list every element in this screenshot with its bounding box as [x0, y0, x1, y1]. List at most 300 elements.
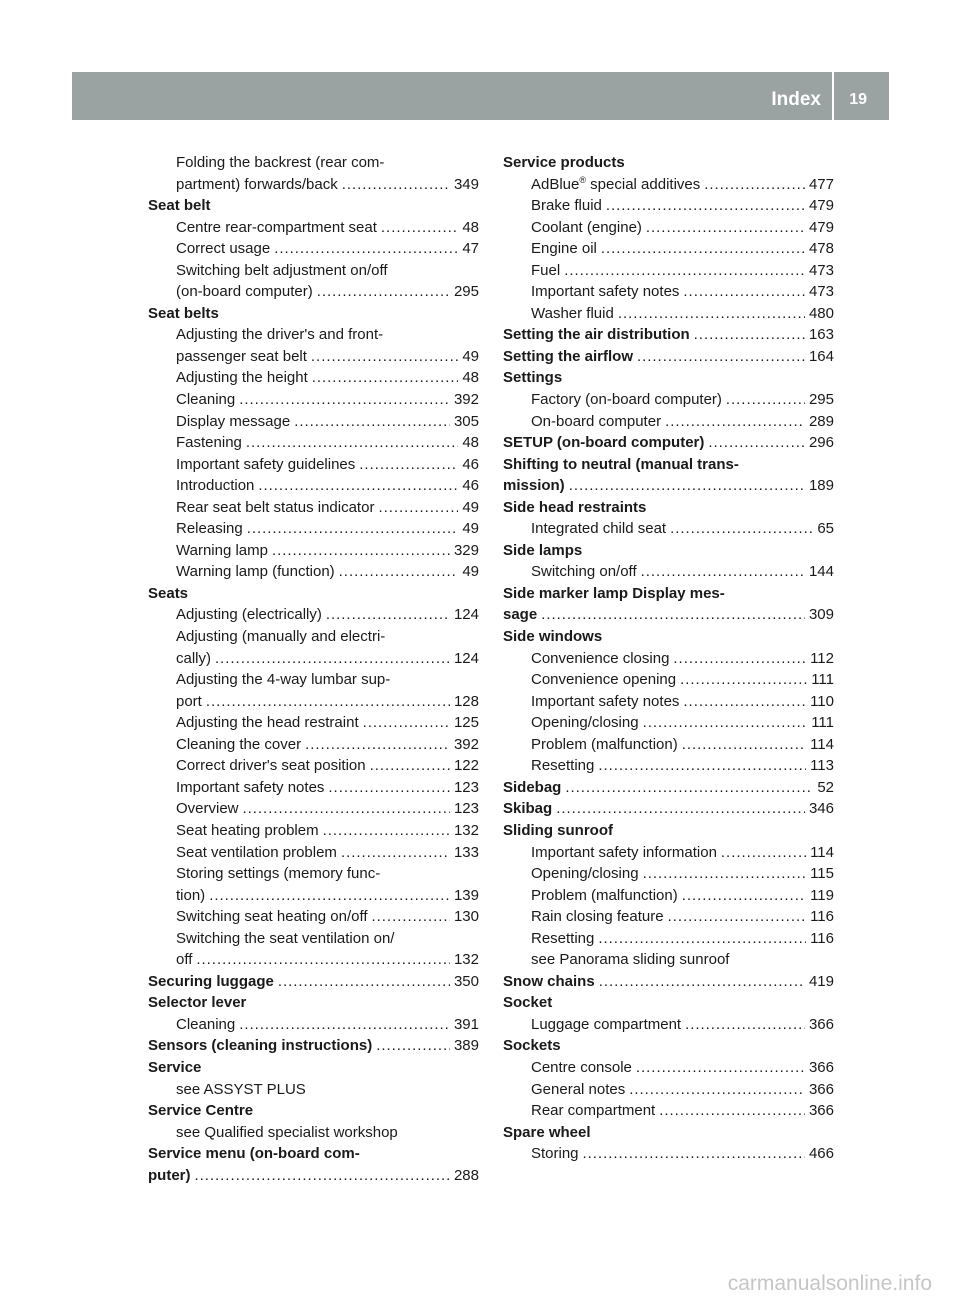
index-entry-text: Spare wheel: [503, 1123, 591, 1141]
index-entry-label: [176, 475, 254, 497]
index-page-ref: 139: [453, 886, 479, 904]
index-page-ref: 305: [453, 412, 479, 430]
index-entry-text: Switching seat heating on/off: [176, 908, 368, 926]
dot-leader: [673, 648, 806, 670]
index-entry-text: Resetting: [531, 757, 595, 775]
dot-leader: [665, 411, 805, 433]
dot-leader: [641, 561, 805, 583]
dot-leader: [381, 217, 458, 239]
index-entry-label: [531, 389, 722, 411]
index-entry: [148, 1143, 479, 1165]
index-entry: [503, 1035, 834, 1057]
index-entry: [148, 906, 479, 928]
index-entry: [503, 389, 834, 411]
dot-leader: [274, 238, 458, 260]
index-entry-label: [503, 152, 625, 174]
index-entry-text: Sliding sunroof: [503, 821, 613, 839]
index-entry-text: Storing: [531, 1145, 579, 1163]
dot-leader: [694, 324, 805, 346]
index-entry-label: [148, 1035, 372, 1057]
index-entry-text: Resetting: [531, 929, 595, 947]
dot-leader: [317, 281, 450, 303]
index-page-ref: 111: [811, 671, 834, 689]
index-entry: [148, 971, 479, 993]
index-entry-label: [176, 411, 290, 433]
dot-leader: [209, 885, 450, 907]
dot-leader: [376, 1035, 450, 1057]
index-entry-text: Opening/closing: [531, 865, 639, 883]
index-entry-text: Rear compartment: [531, 1102, 656, 1120]
dot-leader: [643, 712, 808, 734]
index-entry: [503, 303, 834, 325]
index-entry-text: Brake fluid: [531, 197, 602, 215]
index-page-ref: 122: [453, 757, 479, 775]
index-entry: [503, 561, 834, 583]
index-entry-label: [531, 1079, 625, 1101]
index-entry: [503, 885, 834, 907]
index-entry-label: [176, 217, 377, 239]
index-page-ref: 115: [810, 865, 834, 883]
index-entry-text: SETUP (on-board computer): [503, 434, 705, 452]
index-entry: [503, 648, 834, 670]
index-entry-label: [176, 712, 359, 734]
index-entry-label: [503, 454, 739, 476]
index-entry-label: [176, 454, 355, 476]
index-column-left: [148, 152, 479, 1186]
dot-leader: [708, 432, 805, 454]
index-entry-text: Important safety notes: [531, 283, 680, 301]
index-entry-label: [503, 777, 561, 799]
index-entry-text: Introduction: [176, 477, 255, 495]
index-entry-text: Important safety information: [531, 843, 717, 861]
index-entry-text: (on-board computer): [176, 283, 313, 301]
index-page-ref: 473: [808, 283, 834, 301]
index-entry-label: [503, 475, 565, 497]
index-entry-label: [176, 389, 235, 411]
index-entry-label: [531, 669, 676, 691]
index-entry-text: Socket: [503, 994, 553, 1012]
index-entry: [148, 152, 479, 174]
index-entry-label: [531, 1100, 655, 1122]
index-entry: [503, 734, 834, 756]
dot-leader: [637, 346, 805, 368]
index-entry: [148, 992, 479, 1014]
index-page-ref: 114: [810, 735, 834, 753]
index-entry: [148, 561, 479, 583]
dot-leader: [668, 906, 807, 928]
dot-leader: [278, 971, 450, 993]
index-entry-text: Centre rear-compartment seat: [176, 218, 377, 236]
index-entry: [503, 863, 834, 885]
dot-leader: [206, 691, 450, 713]
dot-leader: [682, 885, 806, 907]
dot-leader: [599, 971, 805, 993]
index-entry-label: [531, 755, 594, 777]
index-entry-label: [503, 992, 552, 1014]
index-entry-text: Integrated child seat: [531, 520, 667, 538]
index-entry-label: [531, 734, 678, 756]
index-entry-label: [531, 691, 679, 713]
index-entry: [503, 691, 834, 713]
dot-leader: [342, 174, 450, 196]
index-entry-text: Cleaning the cover: [176, 735, 302, 753]
index-entry: [503, 626, 834, 648]
index-entry: [503, 798, 834, 820]
index-entry-text: Sidebag: [503, 778, 562, 796]
index-entry: [503, 1143, 834, 1165]
index-entry-label: [531, 906, 664, 928]
index-entry-text: sage: [503, 606, 538, 624]
dot-leader: [378, 497, 458, 519]
index-entry-text: mission): [503, 477, 565, 495]
index-entry-text: Factory (on-board computer): [531, 391, 722, 409]
index-entry-text: Releasing: [176, 520, 243, 538]
index-entry: [503, 583, 834, 605]
index-page-ref: 329: [453, 541, 479, 559]
index-entry-text: Rear seat belt status indicator: [176, 498, 375, 516]
index-entry-label: [148, 1165, 191, 1187]
index-entry-text: Sensors (cleaning instructions): [148, 1037, 373, 1055]
index-entry: [503, 669, 834, 691]
index-page-ref: 144: [808, 563, 834, 581]
index-entry: [503, 324, 834, 346]
dot-leader: [682, 734, 806, 756]
index-entry-label: [176, 949, 192, 971]
index-entry-label: [176, 734, 301, 756]
index-page-ref: 114: [810, 843, 834, 861]
index-entry-label: [176, 842, 337, 864]
dot-leader: [363, 712, 450, 734]
index-entry: [148, 1079, 479, 1101]
index-entry: [503, 712, 834, 734]
header-bar: [72, 72, 889, 120]
index-entry: [148, 324, 479, 346]
index-entry-label: [176, 367, 308, 389]
dot-leader: [659, 1100, 805, 1122]
index-entry-label: [176, 540, 268, 562]
index-entry: [503, 454, 834, 476]
index-entry: [148, 777, 479, 799]
index-entry: [148, 475, 479, 497]
index-entry: [503, 260, 834, 282]
dot-leader: [243, 798, 450, 820]
index-entry: [148, 518, 479, 540]
index-entry-label: [503, 583, 725, 605]
index-entry-text: Settings: [503, 369, 563, 387]
index-entry-text: Seats: [148, 584, 189, 602]
registered-mark: ®: [579, 174, 587, 185]
index-page-ref: 473: [808, 261, 834, 279]
dot-leader: [311, 346, 458, 368]
index-entry-text: Service: [148, 1058, 202, 1076]
index-entry: [148, 303, 479, 325]
index-page-ref: 128: [453, 692, 479, 710]
index-entry-label: [176, 648, 211, 670]
index-entry-label: [176, 324, 383, 346]
index-page-ref: 130: [453, 908, 479, 926]
index-page-ref: 48: [462, 218, 479, 236]
index-entry-label: [531, 411, 661, 433]
index-entry-text: Seat belts: [148, 304, 219, 322]
index-entry-text: Opening/closing: [531, 714, 639, 732]
index-page-ref: 116: [810, 929, 834, 947]
page-number: 19: [849, 91, 867, 108]
dot-leader: [195, 1165, 450, 1187]
index-entry-label: [531, 238, 597, 260]
index-page-ref: 392: [453, 391, 479, 409]
index-entry: [148, 1057, 479, 1079]
index-entry-text: Correct driver's seat position: [176, 757, 366, 775]
index-entry: [503, 1100, 834, 1122]
dot-leader: [541, 604, 805, 626]
index-page-ref: 479: [808, 197, 834, 215]
index-entry-text: Adjusting the driver's and front-: [176, 326, 384, 344]
index-entry-label: [531, 712, 639, 734]
index-entry-label: [148, 971, 274, 993]
index-entry: [503, 971, 834, 993]
index-entry-text: Setting the airflow: [503, 347, 634, 365]
dot-leader: [239, 389, 450, 411]
index-entry-text: Washer fluid: [531, 304, 614, 322]
index-entry-label: [531, 195, 602, 217]
index-entry: [148, 389, 479, 411]
dot-leader: [328, 777, 450, 799]
index-entry: [148, 260, 479, 282]
index-entry-text: Service products: [503, 154, 625, 171]
index-entry-label: [531, 928, 594, 950]
dot-leader: [370, 755, 450, 777]
index-entry-text: passenger seat belt: [176, 347, 307, 365]
index-entry-text: Side windows: [503, 628, 603, 646]
index-entry-label: [503, 626, 602, 648]
index-page-ref: 49: [462, 563, 479, 581]
index-entry-label: [531, 863, 639, 885]
index-page-ref: 46: [462, 455, 479, 473]
index-page-ref: 47: [462, 240, 479, 258]
index-page-ref: 295: [453, 283, 479, 301]
index-entry: [148, 712, 479, 734]
index-entry: [503, 949, 834, 971]
index-entry-label: [503, 497, 646, 519]
index-entry: [503, 497, 834, 519]
index-page-ref: 164: [808, 347, 834, 365]
index-entry-text-cont: special additives: [586, 175, 701, 193]
index-page-ref: 189: [808, 477, 834, 495]
index-page-ref: 49: [462, 520, 479, 538]
index-entry-label: [503, 540, 582, 562]
index-entry: [148, 669, 479, 691]
index-entry-text: Seat ventilation problem: [176, 843, 337, 861]
index-entry-text: cally): [176, 649, 212, 667]
index-entry-text: Important safety guidelines: [176, 455, 356, 473]
index-entry-text: puter): [148, 1166, 191, 1184]
index-entry: [503, 152, 834, 174]
dot-leader: [246, 432, 458, 454]
index-entry: [503, 928, 834, 950]
watermark: carmanualsonline.info: [727, 1272, 932, 1295]
index-entry: [148, 798, 479, 820]
index-entry: [148, 432, 479, 454]
index-entry: [148, 755, 479, 777]
dot-leader: [556, 798, 805, 820]
dot-leader: [196, 949, 450, 971]
index-entry-label: [176, 1014, 235, 1036]
index-entry: [503, 842, 834, 864]
index-entry-label: [148, 1143, 360, 1165]
index-entry-label: [148, 1100, 253, 1122]
index-entry-text: port: [176, 692, 202, 710]
dot-leader: [564, 260, 805, 282]
dot-leader: [583, 1143, 805, 1165]
index-entry-text: Securing luggage: [148, 972, 274, 990]
index-entry: [148, 1100, 479, 1122]
index-entry: [148, 842, 479, 864]
index-entry-label: [176, 152, 384, 174]
index-entry-label: [176, 798, 239, 820]
index-entry: [148, 820, 479, 842]
index-entry-label: [531, 949, 729, 971]
index-entry: [503, 367, 834, 389]
index-entry: [503, 432, 834, 454]
dot-leader: [569, 475, 805, 497]
index-entry-text: Adjusting the height: [176, 369, 308, 387]
index-page-ref: 389: [453, 1037, 479, 1055]
index-page-ref: 349: [453, 175, 479, 193]
index-page-ref: 163: [808, 326, 834, 344]
dot-leader: [339, 561, 459, 583]
index-entry: [503, 540, 834, 562]
index-page-ref: 111: [811, 714, 834, 732]
index-page-ref: 478: [808, 240, 834, 258]
index-entry-label: [531, 1057, 632, 1079]
index-entry-text: see ASSYST PLUS: [176, 1080, 306, 1098]
index-entry: [503, 755, 834, 777]
index-entry-label: [531, 303, 614, 325]
index-entry-label: [503, 1122, 591, 1144]
index-entry: [503, 195, 834, 217]
index-entry-text: Warning lamp (function): [176, 563, 335, 581]
index-entry-text: Sockets: [503, 1037, 561, 1055]
index-page-ref: 366: [808, 1058, 834, 1076]
index-entry: [148, 626, 479, 648]
index-entry-text: Side head restraints: [503, 498, 647, 516]
index-entry-label: [176, 174, 338, 196]
dot-leader: [683, 691, 806, 713]
index-entry: [148, 540, 479, 562]
index-entry: [503, 238, 834, 260]
index-entry: [503, 174, 834, 196]
index-column-right: [503, 152, 834, 1165]
dot-leader: [272, 540, 450, 562]
index-entry-label: [531, 174, 700, 196]
index-page-ref: 477: [808, 175, 834, 193]
index-page-ref: 46: [462, 477, 479, 495]
index-entry-text: Seat heating problem: [176, 821, 319, 839]
index-entry: [148, 346, 479, 368]
index-entry-text: Warning lamp: [176, 541, 268, 559]
index-page-ref: 289: [808, 412, 834, 430]
index-entry-text: Adjusting the head restraint: [176, 714, 359, 732]
index-entry: [148, 367, 479, 389]
dot-leader: [359, 454, 458, 476]
dot-leader: [372, 906, 450, 928]
index-entry-label: [148, 303, 219, 325]
index-entry-label: [531, 842, 717, 864]
index-entry-label: [531, 217, 642, 239]
index-page-ref: 366: [808, 1102, 834, 1120]
index-entry-label: [176, 346, 307, 368]
index-entry: [503, 604, 834, 626]
index-entry-label: [503, 1035, 561, 1057]
dot-leader: [680, 669, 807, 691]
index-entry-text: see Panorama sliding sunroof: [531, 951, 730, 969]
index-page-ref: 392: [453, 735, 479, 753]
dot-leader: [294, 411, 450, 433]
dot-leader: [258, 475, 458, 497]
index-entry-text: Cleaning: [176, 1015, 236, 1033]
index-page-ref: 366: [808, 1015, 834, 1033]
dot-leader: [685, 1014, 805, 1036]
index-entry-label: [503, 798, 552, 820]
index-entry: [148, 454, 479, 476]
index-entry-text: Cleaning: [176, 391, 236, 409]
index-page-ref: 113: [810, 757, 834, 775]
index-entry: [148, 1165, 479, 1187]
index-entry-text: tion): [176, 886, 206, 904]
dot-leader: [629, 1079, 805, 1101]
index-entry: [148, 885, 479, 907]
dot-leader: [618, 303, 805, 325]
index-entry-label: [176, 755, 366, 777]
index-entry-text: Important safety notes: [176, 778, 325, 796]
index-entry-label: [176, 238, 270, 260]
dot-leader: [636, 1057, 805, 1079]
dot-leader: [312, 367, 459, 389]
index-entry: [503, 518, 834, 540]
index-entry-label: [176, 863, 380, 885]
index-page-ref: 479: [808, 218, 834, 236]
dot-leader: [326, 604, 450, 626]
index-entry-label: [503, 820, 613, 842]
index-entry-label: [148, 992, 246, 1014]
index-entry: [503, 906, 834, 928]
index-entry-label: [176, 669, 390, 691]
index-entry-text: Seat belt: [148, 197, 211, 215]
index-entry-label: [176, 626, 385, 648]
index-entry-label: [176, 1122, 398, 1144]
index-entry-text: Rain closing feature: [531, 908, 664, 926]
dot-leader: [670, 518, 813, 540]
index-entry: [503, 411, 834, 433]
index-entry: [148, 1014, 479, 1036]
index-entry: [503, 820, 834, 842]
index-entry: [148, 604, 479, 626]
index-entry-text: Service menu (on-board com-: [148, 1145, 360, 1163]
index-entry-text: Convenience opening: [531, 671, 677, 689]
section-title: Index: [771, 89, 821, 110]
index-entry: [503, 346, 834, 368]
index-page-ref: 123: [453, 800, 479, 818]
index-entry-text: Service Centre: [148, 1102, 254, 1120]
index-page-ref: 52: [817, 778, 834, 796]
index-page-ref: 110: [810, 692, 834, 710]
index-page-ref: 124: [453, 649, 479, 667]
index-entry-text: Coolant (engine): [531, 218, 642, 236]
index-entry-text: Important safety notes: [531, 692, 680, 710]
dot-leader: [323, 820, 450, 842]
dot-leader: [646, 217, 805, 239]
index-entry: [148, 863, 479, 885]
